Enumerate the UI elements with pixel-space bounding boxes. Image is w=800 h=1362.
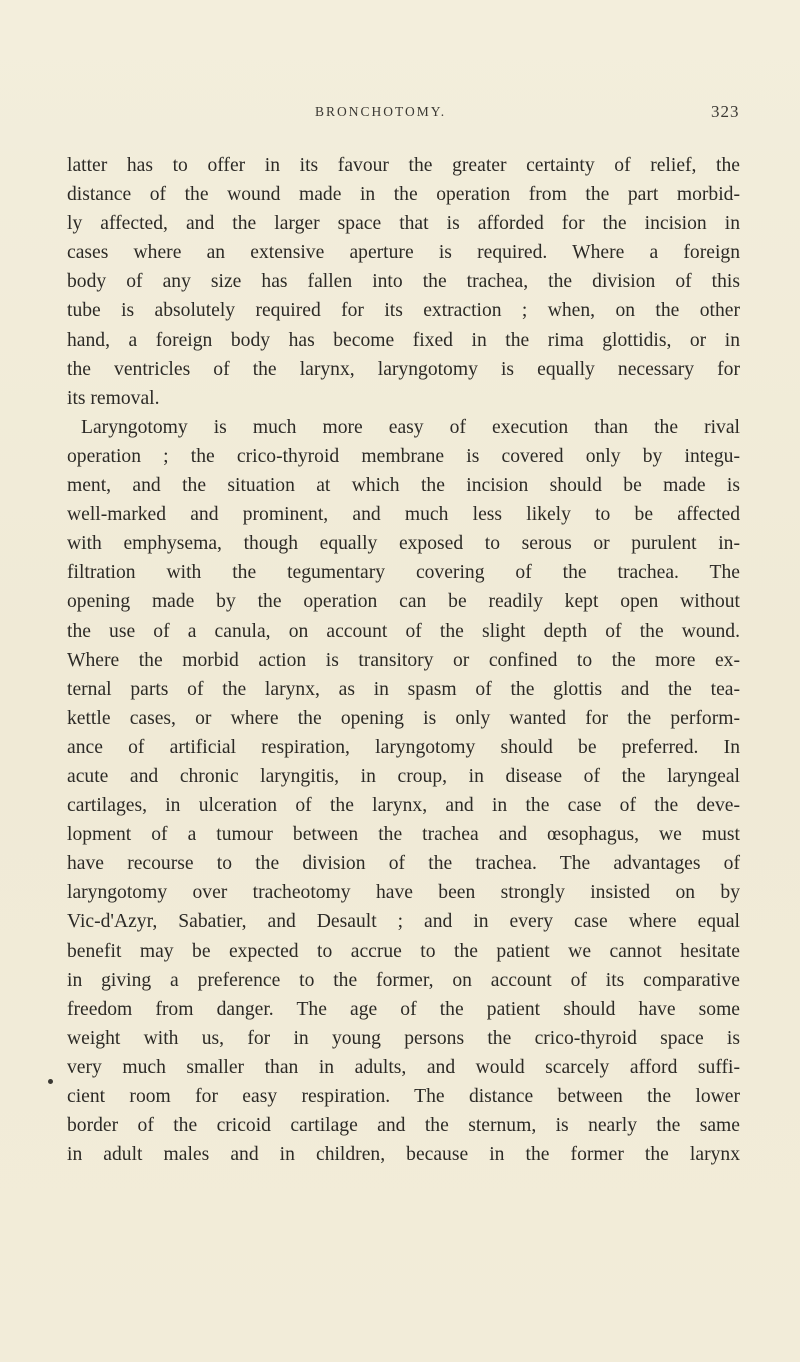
running-title: BRONCHOTOMY. xyxy=(315,104,447,119)
text-line: opening made by the operation can be readily kept open without xyxy=(67,591,740,613)
text-line: ment, and the situation at which the incision should be made is xyxy=(67,475,740,497)
text-line: the use of a canula, on account of the slight depth of the wound. xyxy=(67,620,740,642)
text-line: have recourse to the division of the trachea. The advantages of xyxy=(67,853,740,875)
text-line: Where the morbid action is transitory or confined to the more ex- xyxy=(67,649,740,671)
text-line: freedom from danger. The age of the patient should have some xyxy=(67,998,740,1020)
text-line: its removal. xyxy=(67,387,160,409)
paragraph-1 xyxy=(67,151,740,413)
text-line: ance of artificial respiration, laryngotomy should be preferred. In xyxy=(67,736,740,758)
text-line: lopment of a tumour between the trachea and œsophagus, we must xyxy=(67,824,740,846)
text-line: cartilages, in ulceration of the larynx, and in the case of the deve- xyxy=(67,795,740,817)
paragraph-2 xyxy=(67,413,740,1169)
text-line: latter has to offer in its favour the greater certainty of relief, the xyxy=(67,155,740,176)
text-line: ternal parts of the larynx, as in spasm of the glottis and the tea- xyxy=(67,678,740,700)
text-line: hand, a foreign body has become fixed in the rima glottidis, or in xyxy=(67,329,740,351)
text-line: cient room for easy respiration. The distance between the lower xyxy=(67,1086,740,1107)
text-line: very much smaller than in adults, and would scarcely afford suffi- xyxy=(67,1056,740,1078)
text-line: in adult males and in children, because in the former the larynx xyxy=(67,1144,740,1166)
text-line: body of any size has fallen into the trachea, the division of this xyxy=(67,271,740,293)
text-line: laryngotomy over tracheotomy have been strongly insisted on by xyxy=(67,882,740,904)
text-line: cases where an extensive aperture is required. Where a foreign xyxy=(67,242,740,264)
text-line: weight with us, for in young persons the crico-thyroid space is xyxy=(67,1027,740,1049)
text-line: benefit may be expected to accrue to the patient we cannot hesitate xyxy=(67,940,740,962)
text-line: kettle cases, or where the opening is only wanted for the perform- xyxy=(67,707,740,729)
text-line: filtration with the tegumentary covering of the trachea. The xyxy=(67,562,740,584)
text-line: operation ; the crico-thyroid membrane is covered only by integu- xyxy=(67,445,740,467)
text-line: in giving a preference to the former, on account of its comparative xyxy=(67,969,740,991)
text-line: Laryngotomy is much more easy of execution than the rival xyxy=(81,416,740,438)
text-line: tube is absolutely required for its extraction ; when, on the other xyxy=(67,300,740,322)
text-line: distance of the wound made in the operation from the part morbid- xyxy=(67,184,740,206)
text-line: with emphysema, though equally exposed to serous or purulent in- xyxy=(67,533,740,555)
body-text xyxy=(67,151,740,1169)
running-head xyxy=(0,104,800,128)
page-number: 323 xyxy=(711,102,740,121)
text-line: acute and chronic laryngitis, in croup, in disease of the laryngeal xyxy=(67,765,740,787)
text-line: well-marked and prominent, and much less likely to be affected xyxy=(67,504,740,526)
text-line: the ventricles of the larynx, laryngotomy is equally necessary for xyxy=(67,358,740,380)
text-line: border of the cricoid cartilage and the sternum, is nearly the same xyxy=(67,1115,740,1137)
text-line: Vic-d'Azyr, Sabatier, and Desault ; and in every case where equal xyxy=(67,911,740,933)
margin-mark xyxy=(48,1079,53,1084)
text-line: ly affected, and the larger space that is afforded for the incision in xyxy=(67,213,740,235)
